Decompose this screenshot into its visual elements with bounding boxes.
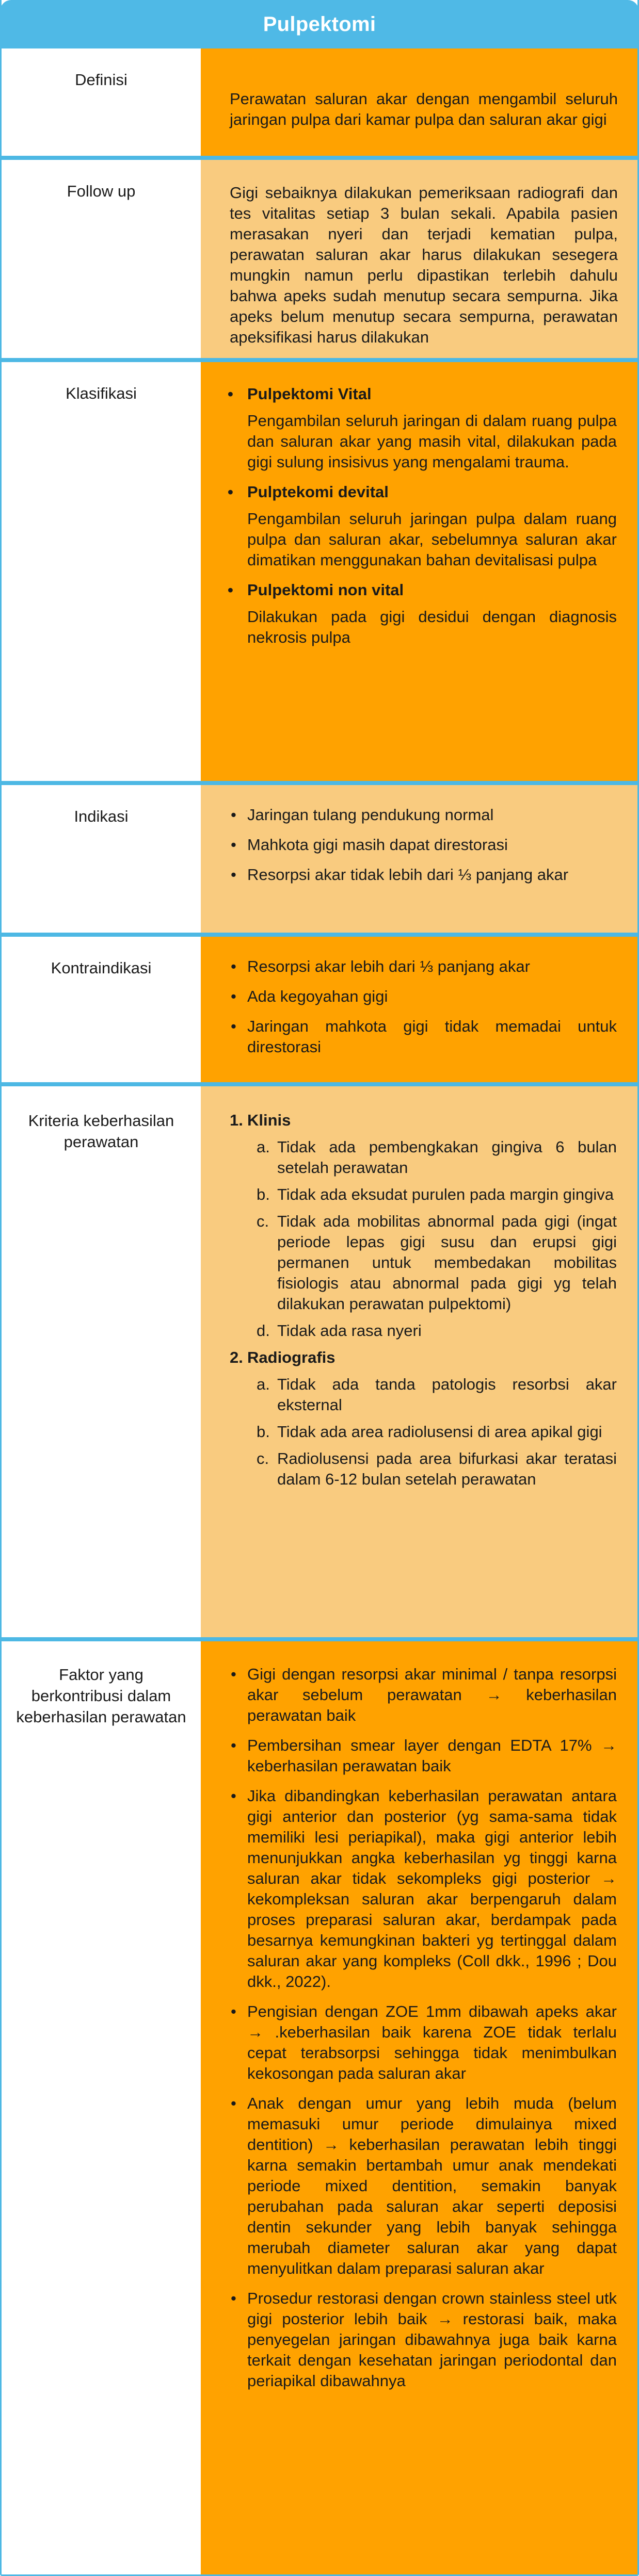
row-divider	[2, 358, 637, 362]
list-item-text: Tidak ada tanda patologis resorbsi akar eksternal	[277, 1375, 617, 1414]
faktor-list	[226, 1664, 617, 2391]
list-item	[226, 1320, 617, 1341]
klasifikasi-item-text: Pengambilan seluruh jaringan pulpa dalam ruang pulpa dan saluran akar, sebelumnya saluran akar dimatikan menggunakan bahan devitalisasi pulpa	[247, 510, 617, 569]
list-item-text: Tidak ada eksudat purulen pada margin gingiva	[277, 1185, 614, 1203]
row-kriteria	[2, 1086, 637, 1637]
row-divider	[2, 933, 637, 937]
kriteria-group-radiografis	[226, 1347, 617, 1490]
list-item: • Jaringan tulang pendukung normal	[226, 805, 617, 825]
row-definisi	[2, 48, 637, 158]
list-item: • Pengisian dengan ZOE 1mm dibawah apeks akar → .keberhasilan baik karena ZOE tidak terlalu cepat terabsorpsi sehingga tidak menimbulkan kekosongan pada saluran akar	[226, 2001, 617, 2084]
list-item: • Jika dibandingkan keberhasilan perawatan antara gigi anterior dan posterior (yg sama-sama tidak memiliki lesi periapikal), maka gigi anterior lebih menunjukkan angka keberhasilan yg tinggi karna saluran akar tidak sekompleks gigi posterior → kekompleksan saluran akar berpengaruh dalam proses preparasi saluran akar, berdampak pada besarnya kemungkinan bakteri yg tertinggal dalam saluran akar yang kompleks (Coll dkk., 1996 ; Dou dkk., 2022).	[226, 1786, 617, 1992]
row-label-definisi: Definisi	[2, 48, 201, 158]
kontraindikasi-list	[226, 956, 617, 1057]
klasifikasi-item	[226, 482, 617, 570]
list-item-text: Tidak ada mobilitas abnormal pada gigi (ingat periode lepas gigi susu dan erupsi gigi permanen untuk membedakan mobilitas fisiologis atau abnormal pada gigi yg telah dilakukan perawatan pulpektomi)	[277, 1212, 617, 1313]
list-item	[226, 1374, 617, 1415]
list-item-letter: b.	[257, 1423, 270, 1441]
row-content-kriteria	[201, 1086, 637, 1637]
list-item-text: Radiolusensi pada area bifurkasi akar teratasi dalam 6-12 bulan setelah perawatan	[277, 1449, 617, 1488]
list-item-letter: a.	[257, 1138, 270, 1156]
klasifikasi-item	[226, 384, 617, 472]
list-item-text: Tidak ada pembengkakan gingiva 6 bulan setelah perawatan	[277, 1138, 617, 1177]
row-label-kontraindikasi: Kontraindikasi	[2, 937, 201, 1082]
list-item: • Resorpsi akar tidak lebih dari ⅓ panjang akar	[226, 865, 617, 885]
kriteria-sublist	[226, 1374, 617, 1490]
kriteria-group-klinis	[226, 1110, 617, 1341]
list-item-letter: c.	[257, 1449, 269, 1468]
row-content-indikasi	[201, 785, 637, 933]
klasifikasi-item	[226, 580, 617, 648]
kriteria-group-name: Radiografis	[247, 1348, 336, 1366]
list-item: • Mahkota gigi masih dapat direstorasi	[226, 835, 617, 855]
row-kontraindikasi	[2, 937, 637, 1082]
row-label-faktor: Faktor yang berkontribusi dalam keberhasilan perawatan	[2, 1641, 201, 2574]
row-klasifikasi	[2, 362, 637, 781]
list-item: • Ada kegoyahan gigi	[226, 986, 617, 1007]
klasifikasi-item-text: Dilakukan pada gigi desidui dengan diagnosis nekrosis pulpa	[247, 608, 617, 646]
row-label-klasifikasi: Klasifikasi	[2, 362, 201, 781]
klasifikasi-item-title: • Pulptekomi devital	[226, 482, 617, 502]
list-item-letter: c.	[257, 1212, 269, 1230]
kriteria-group-title	[226, 1347, 617, 1368]
list-item-letter: d.	[257, 1322, 270, 1340]
row-content-followup	[201, 160, 637, 358]
list-item-text: Tidak ada rasa nyeri	[277, 1322, 422, 1340]
list-item	[226, 1184, 617, 1205]
row-content-klasifikasi	[201, 362, 637, 781]
klasifikasi-item-title: • Pulpektomi non vital	[226, 580, 617, 600]
list-item: • Pembersihan smear layer dengan EDTA 17% → keberhasilan perawatan baik	[226, 1735, 617, 1776]
row-label-followup: Follow up	[2, 160, 201, 358]
page-title: Pulpektomi	[263, 12, 376, 36]
definisi-text: Perawatan saluran akar dengan mengambil seluruh jaringan pulpa dari kamar pulpa dan saluran akar gigi	[230, 90, 618, 128]
kriteria-group-number: 2.	[230, 1348, 243, 1366]
kriteria-sublist	[226, 1137, 617, 1341]
list-item: • Jaringan mahkota gigi tidak memadai untuk direstorasi	[226, 1016, 617, 1057]
table-header	[0, 0, 639, 48]
list-item-text: Tidak ada area radiolusensi di area apikal gigi	[277, 1423, 602, 1441]
row-label-kriteria: Kriteria keberhasilan perawatan	[2, 1086, 201, 1637]
list-item: • Anak dengan umur yang lebih muda (belum memasuki umur periode dimulainya mixed dentition) → keberhasilan perawatan lebih tinggi karna semakin bertambah umur anak mendekati periode mixed dentition, semakin banyak perubahan pada saluran akar seperti deposisi dentin sekunder yang lebih banyak sehingga merubah diameter saluran akar yang dapat menyulitkan dalam preparasi saluran akar	[226, 2093, 617, 2279]
list-item: • Gigi dengan resorpsi akar minimal / tanpa resorpsi akar sebelum perawatan → keberhasilan perawatan baik	[226, 1664, 617, 1726]
followup-text: Gigi sebaiknya dilakukan pemeriksaan radiografi dan tes vitalitas setiap 3 bulan sekali. Apabila pasien merasakan nyeri dan terjadi kematian pulpa, perawatan saluran akar harus dilakukan sesegera mungkin namun perlu dipastikan terlebih dahulu bahwa apeks sudah menutup secara sempurna. Jika apeks belum menutup secara sempurna, perawatan apeksifikasi harus dilakukan	[230, 184, 618, 346]
row-divider	[2, 156, 637, 160]
kriteria-group-name: Klinis	[247, 1111, 291, 1129]
kriteria-group-number: 1.	[230, 1111, 243, 1129]
row-divider	[2, 1082, 637, 1086]
list-item	[226, 1211, 617, 1314]
list-item	[226, 1422, 617, 1442]
row-faktor	[2, 1641, 637, 2574]
row-content-faktor	[201, 1641, 637, 2574]
row-content-definisi	[201, 48, 637, 158]
row-divider	[2, 781, 637, 785]
klasifikasi-item-title: • Pulpektomi Vital	[226, 384, 617, 404]
list-item	[226, 1448, 617, 1490]
kriteria-group-title	[226, 1110, 617, 1131]
list-item-letter: a.	[257, 1375, 270, 1393]
list-item	[226, 1137, 617, 1178]
list-item: • Resorpsi akar lebih dari ⅓ panjang akar	[226, 956, 617, 977]
klasifikasi-item-text: Pengambilan seluruh jaringan di dalam ruang pulpa dan saluran akar yang masih vital, dilakukan pada gigi sulung insisivus yang mengalami trauma.	[247, 412, 617, 471]
row-label-indikasi: Indikasi	[2, 785, 201, 933]
list-item: • Prosedur restorasi dengan crown stainless steel utk gigi posterior lebih baik → restorasi baik, maka penyegelan jaringan dibawahnya juga baik karna terkait dengan kesehatan jaringan periodontal dan periapikal dibawahnya	[226, 2288, 617, 2391]
row-followup	[2, 160, 637, 358]
row-divider	[2, 1637, 637, 1641]
row-content-kontraindikasi	[201, 937, 637, 1082]
list-item-letter: b.	[257, 1185, 270, 1203]
indikasi-list	[226, 805, 617, 885]
row-indikasi	[2, 785, 637, 933]
